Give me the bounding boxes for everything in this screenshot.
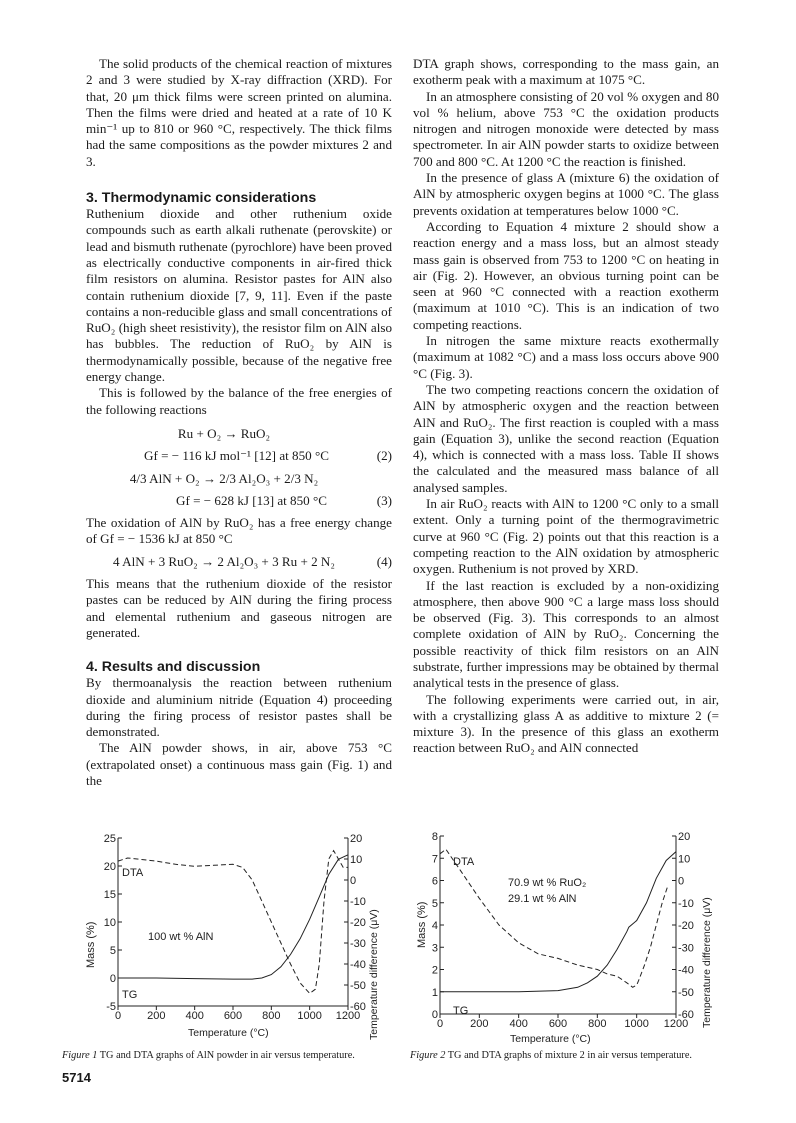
paragraph: The following experiments were carried out, in air, with a crystallizing glass A as additive to mixture 2 (= mixture 3). In the presence of this glass an exotherm reaction between RuO₂ and AlN connected bbox=[413, 691, 719, 756]
right-column bbox=[413, 56, 719, 757]
sample-annotation-line2: 29.1 wt % AlN bbox=[508, 893, 577, 905]
figure-2 bbox=[400, 828, 713, 1045]
tg-label: TG bbox=[122, 989, 138, 1001]
paragraph: By thermoanalysis the reaction between ruthenium dioxide and aluminium nitride (Equation 4) proceeding during the firing process of resistor pastes shall be demonstrated. bbox=[86, 675, 392, 740]
x-tick-label: 800 bbox=[262, 1010, 281, 1022]
x-axis-label: Temperature (°C) bbox=[188, 1027, 269, 1039]
figure-2-chart bbox=[400, 828, 713, 1045]
paragraph: This is followed by the balance of the free energies of the following reactions bbox=[86, 385, 392, 417]
paragraph: In nitrogen the same mixture reacts exothermally (maximum at 1082 °C) and a mass loss occurs above 900 °C (Fig. 3). bbox=[413, 333, 719, 381]
equation-energy-text: Gf = − 628 kJ [13] at 850 °C bbox=[176, 492, 327, 508]
y-left-tick-label: 20 bbox=[103, 861, 116, 873]
equation bbox=[86, 554, 392, 570]
page-number: 5714 bbox=[62, 1070, 91, 1085]
x-tick-label: 1200 bbox=[335, 1010, 361, 1022]
equation-body: Ru + O₂ → RuO₂ bbox=[177, 425, 271, 441]
y-right-tick-label: 0 bbox=[350, 875, 357, 887]
y-left-tick-label: 25 bbox=[103, 833, 116, 845]
y-right-tick-label: 10 bbox=[350, 854, 363, 866]
x-tick-label: 400 bbox=[509, 1018, 528, 1030]
y-left-tick-label: 0 bbox=[109, 973, 116, 985]
y-left-label: Mass (%) bbox=[416, 901, 428, 948]
x-tick-label: 1000 bbox=[624, 1018, 649, 1030]
y-left-tick-label: 4 bbox=[431, 920, 438, 932]
equation bbox=[86, 426, 392, 442]
x-axis-label: Temperature (°C) bbox=[510, 1033, 591, 1045]
y-left-tick-label: -5 bbox=[106, 1001, 116, 1013]
paragraph: Ruthenium dioxide and other ruthenium oxide compounds such as earth alkali ruthenate (perovskite) or lead and bismuth ruthenate (pyrochlore) have been proved as electrically conductive components in air-fired thick film resistors on alumina. Resistor pastes for AlN also contain ruthenium dioxide [7, 9, 11]. Even if the paste contains a non-reducible glass and small concentrations of RuO₂ (high sheet resistivity), the resistor film on AlN also has bubbles. The reduction of RuO₂ by AlN is thermodynamically possible, because of the negative free energy change. bbox=[86, 206, 392, 385]
y-left-tick-label: 8 bbox=[431, 831, 438, 843]
y-left-tick-label: 5 bbox=[431, 897, 438, 910]
y-left-tick-label: 0 bbox=[431, 1009, 438, 1021]
y-left-tick-label: 15 bbox=[103, 889, 116, 901]
equation-number: (2) bbox=[376, 448, 392, 464]
paragraph: The oxidation of AlN by RuO₂ has a free energy change of Gf = − 1536 kJ at 850 °C bbox=[86, 515, 392, 547]
equation-energy bbox=[86, 448, 392, 464]
paragraph: The AlN powder shows, in air, above 753 °C (extrapolated onset) a continuous mass gain (Fig. 1) and the bbox=[86, 740, 392, 788]
equation-number: (4) bbox=[376, 553, 392, 569]
tg-label: TG bbox=[453, 1005, 469, 1017]
x-tick-label: 1000 bbox=[297, 1010, 322, 1022]
dta-curve bbox=[118, 851, 348, 994]
equation-number: (3) bbox=[376, 492, 392, 508]
figure-2-caption bbox=[410, 1049, 720, 1062]
y-left-tick-label: 5 bbox=[109, 945, 116, 957]
y-right-tick-label: 20 bbox=[678, 831, 691, 843]
y-right-tick-label: -40 bbox=[678, 964, 694, 977]
y-left-label: Mass (%) bbox=[85, 921, 97, 968]
figure-1-chart bbox=[60, 828, 380, 1043]
y-right-tick-label: 0 bbox=[678, 875, 685, 888]
x-tick-label: 600 bbox=[548, 1018, 568, 1030]
y-right-tick-label: -50 bbox=[350, 980, 366, 992]
x-tick-label: 600 bbox=[223, 1010, 243, 1022]
y-right-tick-label: 20 bbox=[350, 833, 363, 845]
sample-annotation: 100 wt % AlN bbox=[148, 931, 214, 943]
paragraph: In an atmosphere consisting of 20 vol % oxygen and 80 vol % helium, above 753 °C the oxidation products nitrogen and nitrogen monoxide were detected by mass spectrometer. In air AlN powder starts to oxidize between 700 and 800 °C. At 1200 °C the reaction is finished. bbox=[413, 88, 719, 169]
section-heading: 3. Thermodynamic considerations bbox=[86, 190, 317, 207]
caption-text: TG and DTA graphs of AlN powder in air versus temperature. bbox=[97, 1050, 355, 1061]
paragraph: According to Equation 4 mixture 2 should show a reaction energy and a mass loss, but an almost steady mass gain is observed from 753 to 1200 °C on heating in air (Fig. 2). However, an obvious turning point can be seen at 960 °C connected with a reaction exotherm (maximum at 1010 °C). This is an indication of two competing reactions. bbox=[413, 218, 719, 332]
section-heading: 4. Results and discussion bbox=[86, 659, 261, 676]
x-tick-label: 200 bbox=[147, 1010, 166, 1022]
figure-1-caption bbox=[62, 1049, 372, 1062]
caption-label: Figure 2 bbox=[410, 1050, 446, 1061]
y-right-tick-label: -40 bbox=[350, 959, 366, 971]
left-column bbox=[86, 56, 392, 789]
caption-text: TG and DTA graphs of mixture 2 in air versus temperature. bbox=[445, 1050, 692, 1061]
paragraph: In the presence of glass A (mixture 6) the oxidation of AlN by atmospheric oxygen begins at 1000 °C. The glass prevents oxidation at temperatures below 1000 °C. bbox=[413, 170, 719, 218]
paragraph: The solid products of the chemical reaction of mixtures 2 and 3 were studied by X-ray diffraction (XRD). For that, 20 μm thick films were screen printed on alumina. Then the films were dried and heated at a rate of 10 K min⁻¹ up to 810 or 960 °C, respectively. The thick films had the same compositions as the powder mixtures 2 and 3. bbox=[86, 56, 392, 169]
y-left-tick-label: 3 bbox=[431, 942, 438, 955]
y-right-tick-label: -30 bbox=[678, 942, 694, 955]
x-tick-label: 0 bbox=[114, 1010, 122, 1022]
equation-body: 4 AlN + 3 RuO₂ → 2 Al₂O₃ + 3 Ru + 2 N₂ bbox=[113, 553, 335, 569]
x-tick-label: 0 bbox=[436, 1018, 444, 1030]
paragraph: If the last reaction is excluded by a non-oxidizing atmosphere, then above 900 °C a large mass loss should be observed (Fig. 3). This corresponds to an almost complete oxidation of AlN by RuO₂. Concerning the possible reactivity of thick film resistors on an AlN substrate, further impressions may be obtained by thermal analytical tests in the presence of glass. bbox=[413, 577, 719, 691]
y-right-label: Temperature difference (μV) bbox=[701, 897, 713, 1028]
equation-body: 4/3 AlN + O₂ → 2/3 Al₂O₃ + 2/3 N₂ bbox=[129, 470, 319, 486]
paragraph: DTA graph shows, corresponding to the mass gain, an exotherm peak with a maximum at 1075 °C. bbox=[413, 56, 719, 88]
x-tick-label: 200 bbox=[470, 1018, 489, 1030]
equation-energy bbox=[86, 493, 392, 509]
tg-curve bbox=[118, 855, 348, 979]
y-right-tick-label: -30 bbox=[350, 938, 366, 950]
equation bbox=[86, 471, 392, 487]
y-left-tick-label: 1 bbox=[431, 986, 438, 999]
y-right-tick-label: 10 bbox=[678, 853, 691, 866]
dta-curve bbox=[440, 849, 668, 987]
dta-label: DTA bbox=[122, 867, 144, 879]
equation-energy-text: Gf = − 116 kJ mol⁻¹ [12] at 850 °C bbox=[144, 448, 329, 464]
paragraph: In air RuO₂ reacts with AlN to 1200 °C only to a small extent. Only a turning point of the thermogravimetric curve at 960 °C (Fig. 2) points out that this reaction is a competing reaction to the AlN oxidation by atmospheric oxygen. Ruthenium is not proved by XRD. bbox=[413, 496, 719, 577]
y-right-tick-label: -60 bbox=[678, 1009, 694, 1021]
y-left-tick-label: 7 bbox=[431, 853, 438, 866]
y-left-tick-label: 6 bbox=[431, 875, 438, 888]
y-left-tick-label: 10 bbox=[103, 917, 116, 929]
y-left-tick-label: 2 bbox=[431, 964, 438, 977]
x-tick-label: 400 bbox=[185, 1010, 204, 1022]
paragraph: The two competing reactions concern the oxidation of AlN by atmospheric oxygen and the reaction between AlN and RuO₂. The first reaction is coupled with a mass gain (Equation 3), unlike the second reaction (Equation 4), which is connected with a mass loss. Table II shows the calculated and the measured mass balance of all analysed samples. bbox=[413, 381, 719, 495]
caption-label: Figure 1 bbox=[62, 1050, 98, 1061]
y-right-tick-label: -20 bbox=[678, 920, 694, 932]
sample-annotation-line1: 70.9 wt % RuO₂ bbox=[508, 877, 587, 889]
paragraph: This means that the ruthenium dioxide of the resistor pastes can be reduced by AlN during the firing process and elemental ruthenium and gaseous nitrogen are generated. bbox=[86, 576, 392, 640]
y-right-tick-label: -50 bbox=[678, 986, 694, 999]
tg-curve bbox=[440, 852, 676, 992]
y-right-label: Temperature difference (μV) bbox=[368, 909, 380, 1040]
y-right-tick-label: -10 bbox=[350, 896, 366, 908]
x-tick-label: 800 bbox=[588, 1018, 607, 1030]
y-right-tick-label: -10 bbox=[678, 897, 694, 910]
y-right-tick-label: -20 bbox=[350, 917, 366, 929]
y-right-tick-label: -60 bbox=[350, 1001, 366, 1013]
dta-label: DTA bbox=[453, 856, 475, 868]
x-tick-label: 1200 bbox=[663, 1018, 689, 1030]
figure-1 bbox=[60, 828, 380, 1043]
